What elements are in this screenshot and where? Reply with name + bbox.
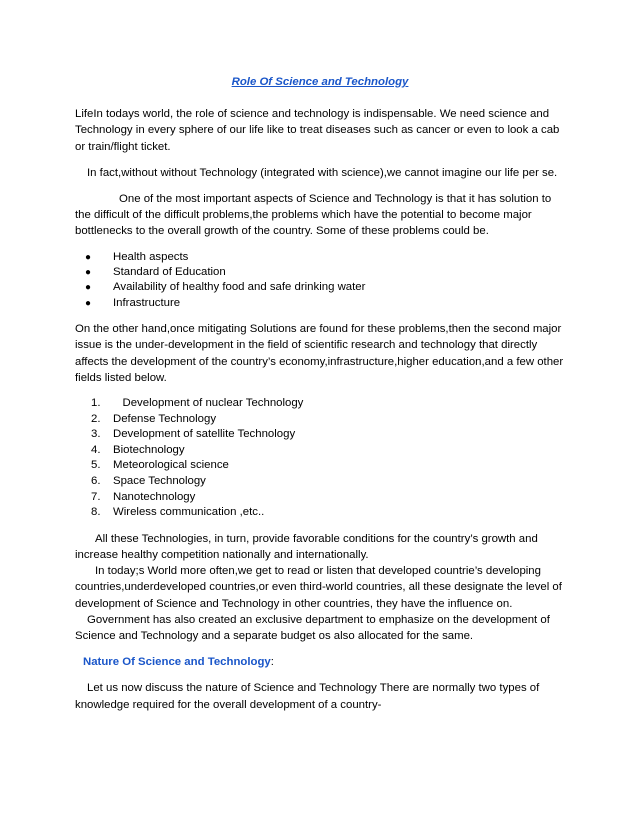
list-item: 2. Defense Technology	[91, 412, 217, 425]
list-item: 5. Meteorological science	[91, 459, 229, 472]
problems-bullet-list	[75, 250, 565, 312]
list-item: 1. Development of nuclear Technology	[91, 397, 304, 410]
section-heading-nature: Nature Of Science and Technology:	[83, 656, 274, 669]
technology-numbered-list	[75, 396, 565, 521]
list-item: ● Health aspects	[75, 250, 565, 265]
bullet-icon: ●	[85, 297, 92, 309]
list-item: 7. Nanotechnology	[91, 490, 196, 503]
list-item: ● Standard of Education	[75, 265, 565, 280]
list-item: ● Availability of healthy food and safe drinking water	[75, 280, 565, 295]
paragraph-imagine-life: In fact,without without Technology (integrated with science),we cannot imagine our life per se.	[87, 166, 558, 179]
page-title: Role Of Science and Technology	[231, 76, 409, 88]
list-item: 3. Development of satellite Technology	[91, 428, 296, 441]
bullet-icon: ●	[85, 251, 92, 263]
list-item: 6. Space Technology	[91, 475, 206, 488]
paragraph-important-aspects: One of the most important aspects of Science and Technology is that it has solution to the difficult of the difficult problems,the problems which have the potential to become major bottlenecks to the overall growth of the country. Some of these problems could be.	[75, 193, 552, 238]
list-item: ● Infrastructure	[75, 296, 565, 311]
paragraph-other-hand: On the other hand,once mitigating Solutions are found for these problems,then the second major issue is the under-development in the field of scientific research and technology that directly affects the development of the country’s economy,infrastructure,higher education,and a few other fields listed below.	[75, 323, 564, 384]
bullet-icon: ●	[85, 282, 92, 294]
paragraph-todays-world: In today;s World more often,we get to read or listen that developed countrie’s developing countries,underdeveloped countries,or even third-world countries, all these designate the level of development of Science and Technology in other countries, they have the influence on.	[75, 565, 562, 610]
paragraph-all-technologies: All these Technologies, in turn, provide favorable conditions for the country’s growth and increase healthy competition nationally and internationally.	[75, 532, 538, 562]
list-item: 4. Biotechnology	[91, 443, 185, 456]
list-item: 8. Wireless communication ,etc..	[91, 506, 265, 519]
intro-paragraph: LifeIn todays world, the role of science and technology is indispensable. We need science and Technology in every sphere of our life like to treat diseases such as cancer or even to look a cab or train/flight ticket.	[75, 108, 560, 153]
paragraph-nature-discussion: Let us now discuss the nature of Science and Technology There are normally two types of knowledge required for the overall development of a country-	[75, 682, 540, 711]
document-body	[75, 74, 565, 713]
paragraph-government: Government has also created an exclusive department to emphasize on the development of Science and Technology and a separate budget os also allocated for the same.	[75, 613, 550, 643]
bullet-icon: ●	[85, 267, 92, 279]
